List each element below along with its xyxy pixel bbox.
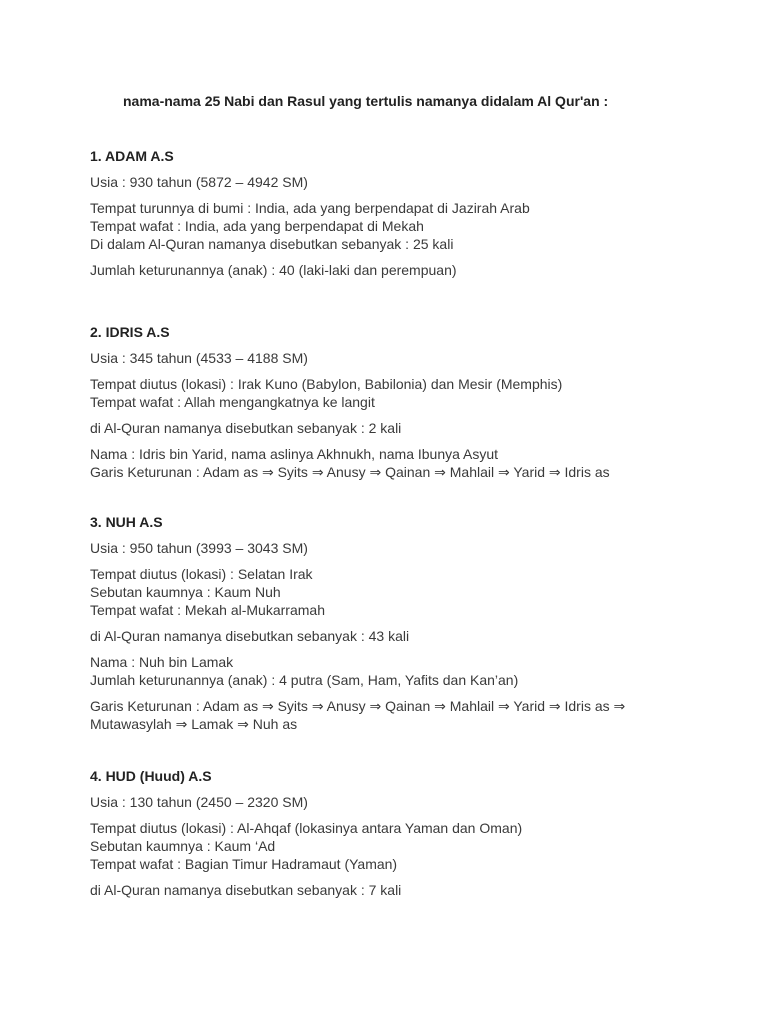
text-line: Jumlah keturunannya (anak) : 40 (laki-laki dan perempuan) [90,262,457,278]
paragraph [90,199,730,253]
paragraph [90,565,730,619]
text-line: Tempat diutus (lokasi) : Selatan Irak [90,566,313,582]
paragraph [90,881,730,899]
section-heading: 1. ADAM A.S [90,148,174,164]
text-line: Tempat wafat : Bagian Timur Hadramaut (Yaman) [90,856,398,872]
paragraph [90,173,730,191]
text-line: di Al-Quran namanya disebutkan sebanyak : 2 kali [90,420,402,436]
paragraph [90,349,730,367]
text-line: Usia : 130 tahun (2450 – 2320 SM) [90,794,308,810]
text-line: di Al-Quran namanya disebutkan sebanyak : 7 kali [90,882,402,898]
text-line: Tempat turunnya di bumi : India, ada yang berpendapat di Jazirah Arab [90,200,530,216]
paragraph [90,539,730,557]
section-heading: 4. HUD (Huud) A.S [90,768,212,784]
section-nuh [90,513,730,741]
text-line: Sebutan kaumnya : Kaum ‘Ad [90,838,276,854]
text-line: Usia : 930 tahun (5872 – 4942 SM) [90,174,308,190]
text-line: Tempat diutus (lokasi) : Irak Kuno (Babylon, Babilonia) dan Mesir (Memphis) [90,376,563,392]
text-line: Tempat diutus (lokasi) : Al-Ahqaf (lokasinya antara Yaman dan Oman) [90,820,523,836]
section-hud [90,767,730,907]
section-idris [90,323,730,489]
text-line: Mutawasylah ⇒ Lamak ⇒ Nuh as [90,716,298,732]
paragraph [90,445,730,481]
paragraph [90,375,730,411]
paragraph [90,697,730,733]
text-line: Usia : 950 tahun (3993 – 3043 SM) [90,540,308,556]
text-line: Usia : 345 tahun (4533 – 4188 SM) [90,350,308,366]
paragraph [90,793,730,811]
text-line: Sebutan kaumnya : Kaum Nuh [90,584,281,600]
paragraph [90,627,730,645]
text-line: Di dalam Al-Quran namanya disebutkan sebanyak : 25 kali [90,236,454,252]
section-heading: 3. NUH A.S [90,514,163,530]
text-line: Nama : Idris bin Yarid, nama aslinya Akhnukh, nama Ibunya Asyut [90,446,499,462]
section-heading: 2. IDRIS A.S [90,324,170,340]
paragraph [90,819,730,873]
text-line: Nama : Nuh bin Lamak [90,654,234,670]
text-line: Tempat wafat : Allah mengangkatnya ke langit [90,394,375,410]
document-title: nama-nama 25 Nabi dan Rasul yang tertulis namanya didalam Al Qur'an : [123,93,609,109]
paragraph [90,261,730,279]
paragraph [90,419,730,437]
text-line: Tempat wafat : India, ada yang berpendapat di Mekah [90,218,424,234]
text-line: Garis Keturunan : Adam as ⇒ Syits ⇒ Anusy ⇒ Qainan ⇒ Mahlail ⇒ Yarid ⇒ Idris as ⇒ [90,698,626,714]
text-line: Garis Keturunan : Adam as ⇒ Syits ⇒ Anusy ⇒ Qainan ⇒ Mahlail ⇒ Yarid ⇒ Idris as [90,464,610,480]
paragraph [90,653,730,689]
text-line: Jumlah keturunannya (anak) : 4 putra (Sam, Ham, Yafits dan Kan’an) [90,672,519,688]
section-adam [90,147,730,287]
text-line: Tempat wafat : Mekah al-Mukarramah [90,602,325,618]
text-line: di Al-Quran namanya disebutkan sebanyak : 43 kali [90,628,410,644]
